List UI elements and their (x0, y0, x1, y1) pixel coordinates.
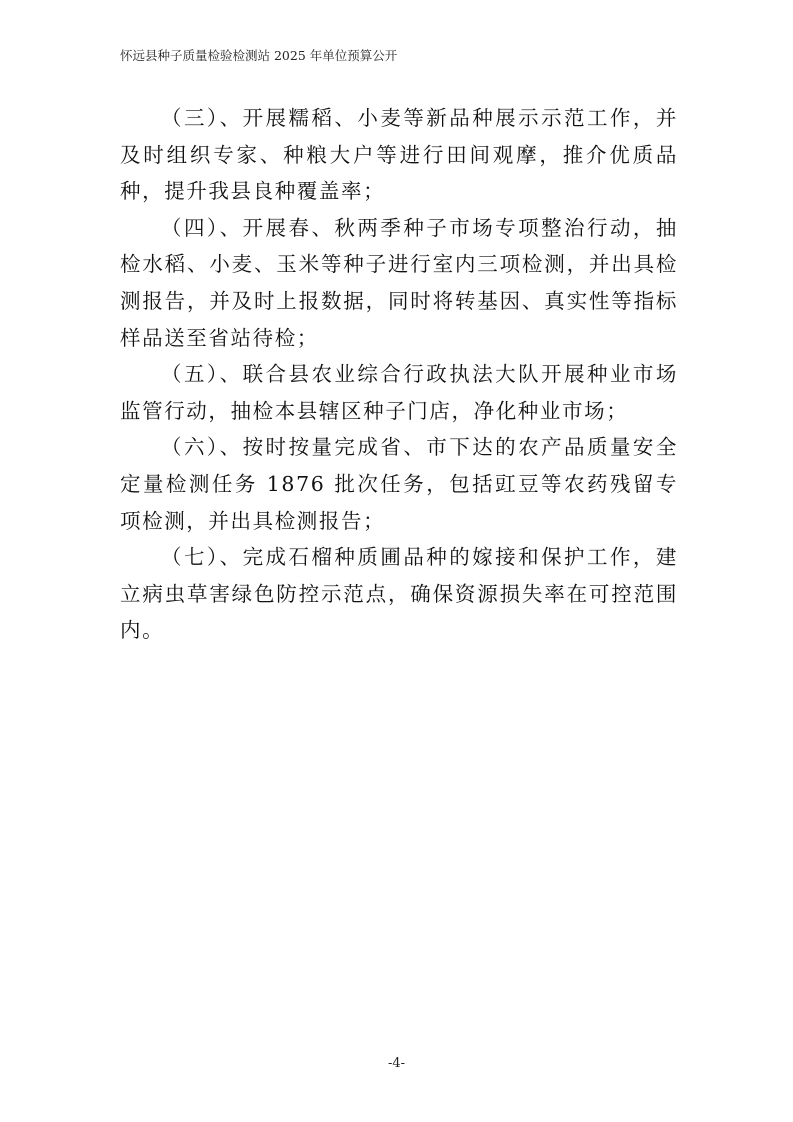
page-number: -4- (387, 1056, 406, 1071)
paragraph-item-6: （六）、按时按量完成省、市下达的农产品质量安全定量检测任务 1876 批次任务，包括豇豆等农药残留专项检测，并出具检测报告； (120, 435, 678, 533)
document-body (120, 100, 678, 649)
paragraph-item-5: （五）、联合县农业综合行政执法大队开展种业市场监管行动，抽检本县辖区种子门店，净化种业市场； (120, 362, 678, 423)
running-header: 怀远县种子质量检验检测站 2025 年单位预算公开 (120, 48, 398, 63)
paragraph-item-7: （七）、完成石榴种质圃品种的嫁接和保护工作，建立病虫草害绿色防控示范点，确保资源损失率在可控范围内。 (120, 545, 678, 643)
paragraph-item-3: （三）、开展糯稻、小麦等新品种展示示范工作，并及时组织专家、种粮大户等进行田间观摩，推介优质品种，提升我县良种覆盖率； (120, 106, 678, 204)
paragraph-item-4: （四）、开展春、秋两季种子市场专项整治行动，抽检水稻、小麦、玉米等种子进行室内三项检测，并出具检测报告，并及时上报数据，同时将转基因、真实性等指标样品送至省站待检； (120, 215, 678, 350)
